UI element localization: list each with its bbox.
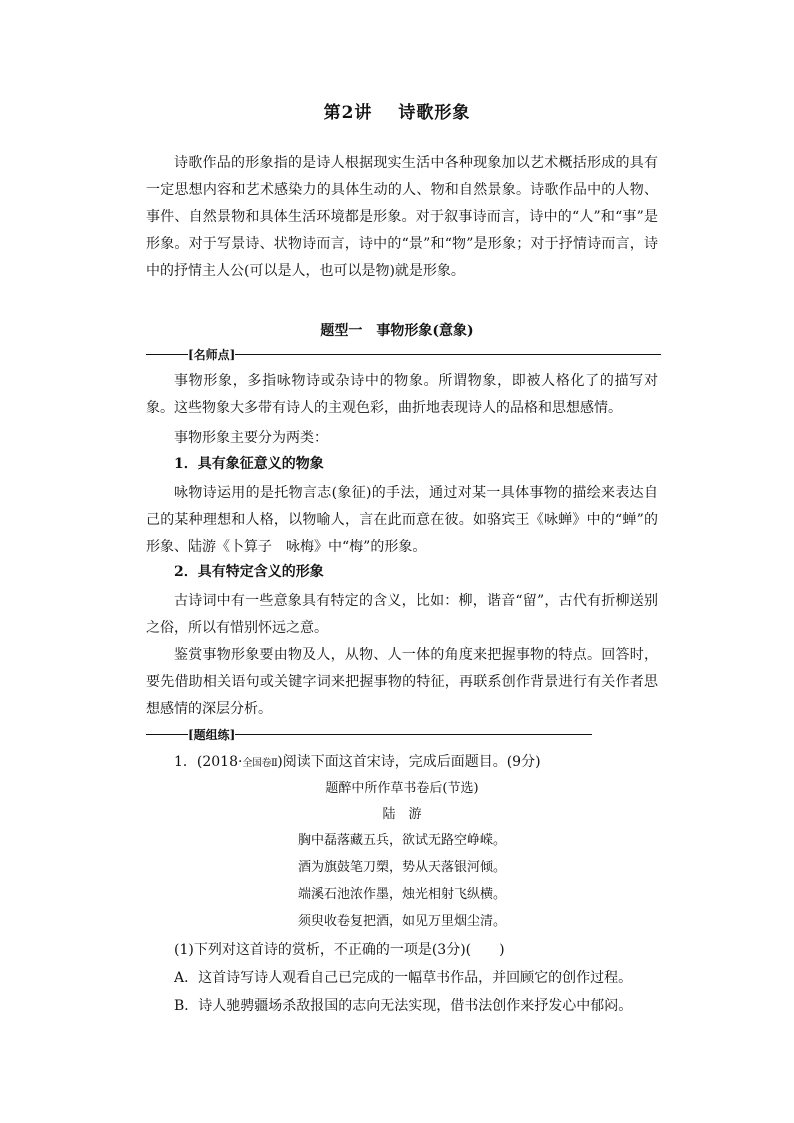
section-name: 事物形象(意象)	[376, 323, 474, 339]
mingshi-paragraph-4: 古诗词中有一些意象具有特定的含义，比如：柳，谐音“留”，古代有折柳送别之俗，所以有惜别怀远之意。	[146, 593, 658, 636]
mingshi-heading-2: 2．具有特定含义的形象	[174, 564, 324, 580]
chapter-number: 第2讲	[323, 103, 373, 123]
tizu-divider	[146, 724, 592, 744]
option-b: B．诗人驰骋疆场杀敌报国的志向无法实现，借书法创作来抒发心中郁闷。	[174, 998, 633, 1014]
question-1-source: 全国卷Ⅱ	[242, 758, 278, 769]
divider-lead-line	[146, 354, 188, 355]
section-type: 题型一	[320, 323, 363, 339]
mingshi-paragraph-2: 事物形象主要分为两类：	[174, 430, 328, 446]
poem-title: 题醉中所作草书卷后(节选)	[325, 781, 479, 796]
tizu-label: [题组练]	[188, 727, 236, 742]
option-a: A．这首诗写诗人观看自己已完成的一幅草书作品，并回顾它的创作过程。	[174, 970, 633, 986]
mingshi-divider	[146, 344, 661, 364]
mingshi-label: [名师点]	[188, 347, 236, 362]
page-title	[0, 98, 794, 123]
poem-line: 酒为旗鼓笔刀槊，势从天落银河倾。	[297, 860, 506, 875]
question-1-stem	[146, 752, 658, 774]
section-heading	[0, 320, 794, 340]
mingshi-heading-1: 1．具有象征意义的物象	[174, 456, 324, 472]
poem-line: 须臾收卷复把酒，如见万里烟尘清。	[297, 914, 506, 929]
divider-lead-line	[146, 734, 188, 735]
divider-trail-line	[235, 354, 661, 355]
sub-question-1: (1)下列对这首诗的赏析，不正确的一项是(3分)( )	[174, 942, 505, 958]
poem-line: 胸中磊落藏五兵，欲试无路空峥嵘。	[297, 833, 506, 848]
question-1-prefix: 1．(2018·	[174, 754, 243, 770]
question-1-suffix: )阅读下面这首宋诗，完成后面题目。(9分)	[277, 754, 541, 770]
mingshi-paragraph-5: 鉴赏事物形象要由物及人，从物、人一体的角度来把握事物的特点。回答时，要先借助相关语句或关键字词来把握事物的特征，再联系创作背景进行有关作者思想感情的深层分析。	[146, 647, 658, 717]
poem-line: 端溪石池浓作墨，烛光相射飞纵横。	[297, 887, 506, 902]
intro-paragraph: 诗歌作品的形象指的是诗人根据现实生活中各种现象加以艺术概括形成的具有一定思想内容和艺术感染力的具体生动的人、物和自然景象。诗歌作品中的人物、事件、自然景物和具体生活环境都是形象。对于叙事诗而言，诗中的“人”和“事”是形象。对于写景诗、状物诗而言，诗中的“景”和“物”是形象；对于抒情诗而言，诗中的抒情主人公(可以是人，也可以是物)就是形象。	[146, 155, 658, 279]
divider-trail-line	[235, 734, 592, 735]
poem-author: 陆 游	[382, 807, 422, 822]
mingshi-paragraph-3: 咏物诗运用的是托物言志(象征)的手法，通过对某一具体事物的描绘来表达自己的某种理想和人格，以物喻人，言在此而意在彼。如骆宾王《咏蝉》中的“蝉”的形象、陆游《卜算子 咏梅》中“梅”的形象。	[146, 485, 658, 555]
chapter-topic: 诗歌形象	[398, 103, 471, 123]
mingshi-paragraph-1: 事物形象，多指咏物诗或杂诗中的物象。所谓物象，即被人格化了的描写对象。这些物象大多带有诗人的主观色彩，曲折地表现诗人的品格和思想感情。	[146, 373, 658, 416]
